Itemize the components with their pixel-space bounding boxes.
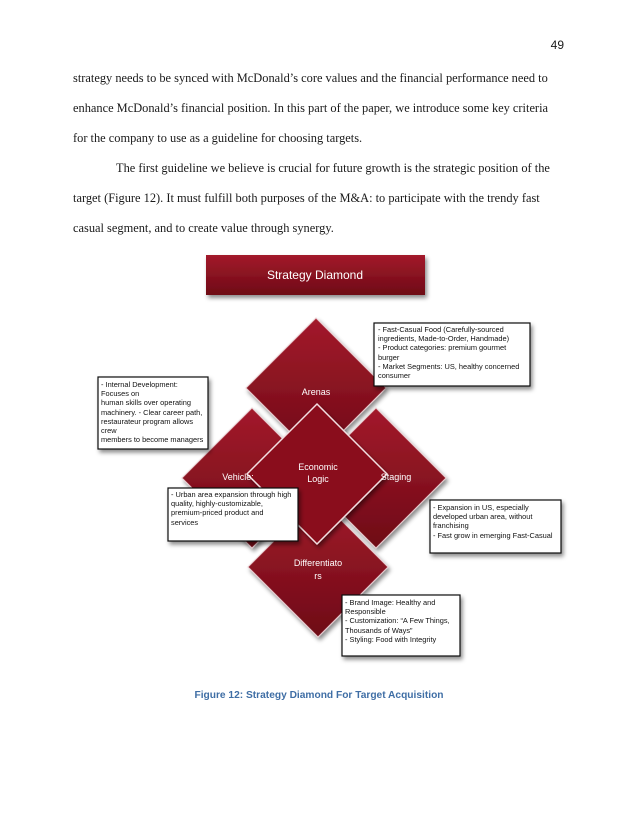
staging-callout-line: - Expansion in US, especially	[433, 503, 529, 512]
staging-callout	[430, 500, 561, 553]
arenas-callout-line: - Product categories: premium gourmet	[378, 343, 507, 353]
vehicles-callout-line: quality, highly-customizable,	[171, 499, 263, 509]
arenas-label: Arenas	[301, 387, 331, 397]
body-text-line-2: enhance McDonald’s financial position. In this part of the paper, we introduce some key criteria	[73, 101, 549, 115]
internal-callout-line: machinery. - Clear career path,	[101, 407, 203, 417]
staging-callout-line: - Fast grow in emerging Fast-Casual	[433, 530, 553, 540]
internal-callout-line: members to become managers	[101, 435, 204, 445]
internal-callout-line: restaurateur program allows crew	[101, 416, 194, 436]
vehicles-callout-line: services	[171, 517, 199, 527]
differentiators-callout-line: Thousands of Ways”	[345, 625, 413, 635]
vehicles-label: Vehicle:	[222, 472, 254, 482]
arenas-callout-line: burger	[378, 352, 400, 362]
differentiators-label-2: rs	[314, 571, 322, 581]
internal-callout-line: human skills over operating	[101, 398, 191, 408]
differentiators-callout-line: - Customization: “A Few Things,	[345, 616, 450, 626]
vehicles-callout-line: premium-priced product and	[171, 508, 264, 518]
differentiators-callout-line: - Styling: Food with Integrity	[345, 634, 437, 644]
arenas-callout-line: ingredients, Made-to-Order, Handmade)	[378, 334, 510, 344]
economic-logic-label-2: Logic	[307, 474, 329, 484]
arenas-callout-line: - Market Segments: US, healthy concerned	[378, 361, 520, 371]
body-text-line-6: casual segment, and to create value through synergy.	[73, 221, 334, 235]
staging-callout-line: franchising	[433, 521, 469, 531]
figure-caption: Figure 12: Strategy Diamond For Target Acquisition	[194, 690, 444, 701]
body-text-line-3: for the company to use as a guideline for choosing targets.	[73, 131, 363, 145]
internal-callout-line: - Internal Development: Focuses on	[101, 380, 178, 399]
page-number: 49	[550, 38, 564, 52]
vehicles-callout	[168, 488, 298, 542]
staging-callout-line: developed urban area, without	[433, 512, 533, 522]
vehicles-callout-line: - Urban area expansion through high	[171, 490, 292, 499]
staging-label: Staging	[380, 472, 412, 482]
internal-development-callout	[98, 377, 208, 450]
figure-title: Strategy Diamond	[266, 268, 364, 282]
arenas-callout	[374, 323, 530, 387]
economic-logic-label-1: Economic	[298, 462, 338, 472]
body-text-line-5: target (Figure 12). It must fulfill both purposes of the M&A: to participate with the trendy fast	[73, 191, 540, 205]
differentiators-callout-line: Responsible	[345, 607, 386, 617]
body-text-line-1: strategy needs to be synced with McDonald’s core values and the financial performance need to	[73, 71, 548, 85]
differentiators-label-1: Differentiato	[293, 558, 343, 568]
arenas-callout-line: - Fast-Casual Food (Carefully-sourced	[378, 325, 504, 334]
differentiators-callout-line: - Brand Image: Healthy and	[345, 598, 436, 607]
body-text-line-4: The first guideline we believe is crucial for future growth is the strategic position of the	[116, 161, 550, 175]
arenas-callout-line: consumer	[378, 371, 411, 381]
differentiators-callout	[342, 595, 460, 656]
